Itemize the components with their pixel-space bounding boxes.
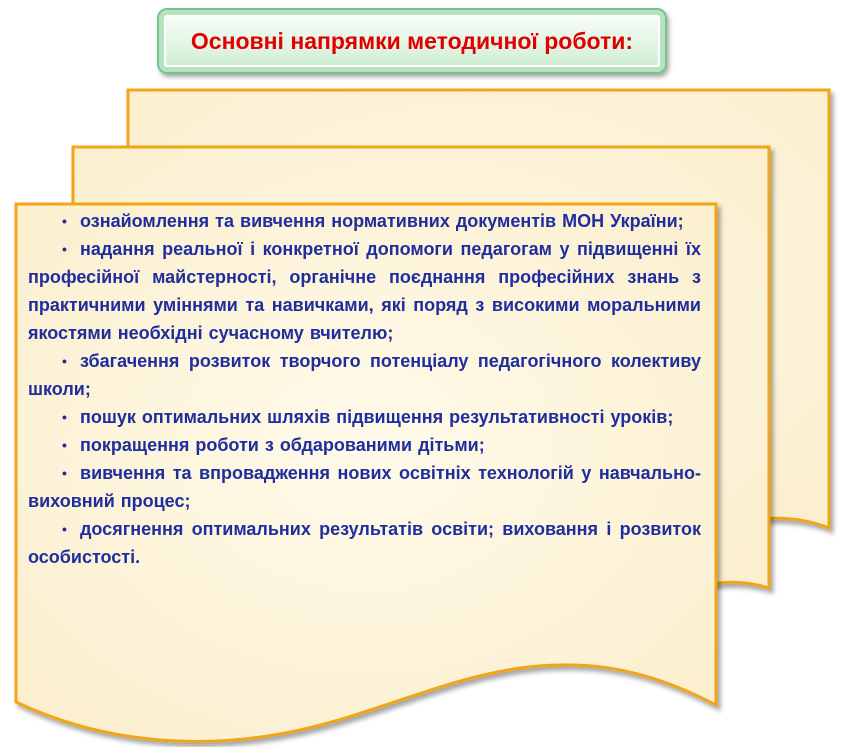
list-item — [28, 207, 701, 235]
bullet-dot-icon: • — [62, 521, 67, 537]
list-item — [28, 515, 701, 571]
bullet-dot-icon: • — [62, 437, 67, 453]
list-item — [28, 459, 701, 515]
list-item-text: ознайомлення та вивчення нормативних документів МОН України; — [80, 211, 684, 231]
list-item — [28, 403, 701, 431]
bullet-dot-icon: • — [62, 241, 67, 257]
list-item-text: досягнення оптимальних результатів освіти; виховання і розвиток особистості. — [28, 519, 701, 567]
directions-list — [28, 207, 701, 571]
list-item — [28, 347, 701, 403]
title-banner — [157, 8, 667, 74]
list-item-text: збагачення розвиток творчого потенціалу педагогічного колективу школи; — [28, 351, 701, 399]
list-item-text: вивчення та впровадження нових освітніх технологій у навчально- виховний процес; — [28, 463, 701, 511]
list-item — [28, 235, 701, 347]
bullet-dot-icon: • — [62, 353, 67, 369]
list-item-text: пошук оптимальних шляхів підвищення результативності уроків; — [80, 407, 674, 427]
bullet-dot-icon: • — [62, 409, 67, 425]
bullet-dot-icon: • — [62, 465, 67, 481]
directions-content — [28, 207, 701, 571]
page-title: Основні напрямки методичної роботи: — [190, 28, 634, 54]
list-item-text: надання реальної і конкретної допомоги педагогам у підвищенні їх професійної майстерності, органічне поєднання професійних знань з практичними уміннями та навичками, які поряд з високими моральними якостями необхідні сучасному вчителю; — [28, 239, 701, 343]
bullet-dot-icon: • — [62, 213, 67, 229]
list-item — [28, 431, 701, 459]
list-item-text: покращення роботи з обдарованими дітьми; — [80, 435, 485, 455]
